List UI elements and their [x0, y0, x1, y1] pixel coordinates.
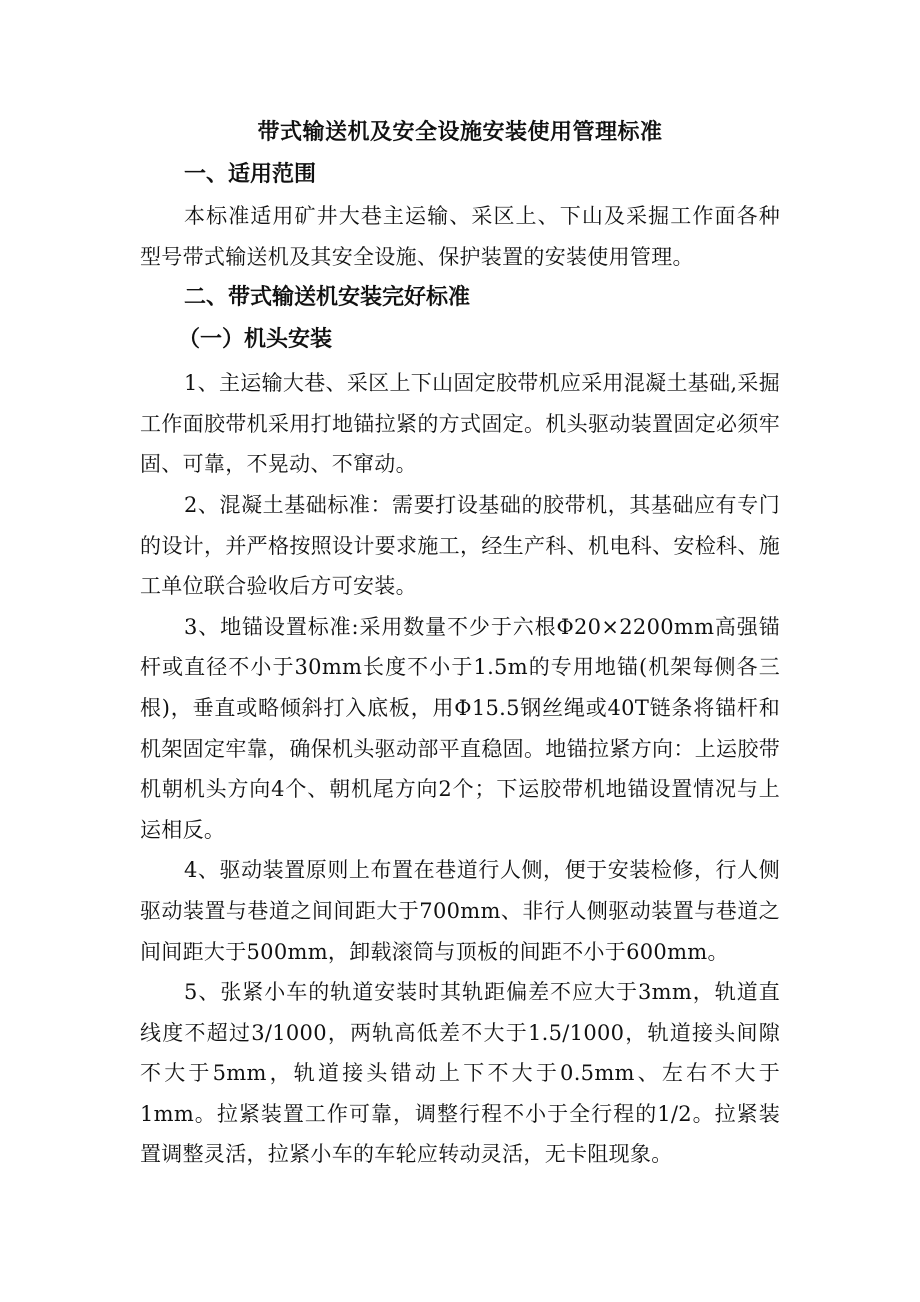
paragraph-scope: 本标准适用矿井大巷主运输、采区上、下山及采掘工作面各种型号带式输送机及其安全设施、保护装置的安装使用管理。 [140, 204, 780, 269]
section-heading-installation-standard: 二、带式输送机安装完好标准 [184, 284, 471, 311]
paragraph-item-5: 5、张紧小车的轨道安装时其轨距偏差不应大于3mm，轨道直线度不超过3/1000，两轨高低差不大于1.5/1000，轨道接头间隙不大于5mm，轨道接头错动上下不大于0.5mm、左右不大于1mm。拉紧装置工作可靠，调整行程不小于全行程的1/2。拉紧装置调整灵活，拉紧小车的车轮应转动灵活，无卡阻现象。 [140, 980, 780, 1167]
document-page [140, 112, 780, 1175]
section-heading-scope: 一、适用范围 [184, 161, 317, 187]
paragraph-item-2: 2、混凝土基础标准：需要打设基础的胶带机，其基础应有专门的设计，并严格按照设计要求施工，经生产科、机电科、安检科、施工单位联合验收后方可安装。 [140, 492, 780, 599]
document-title: 带式输送机及安全设施安装使用管理标准 [257, 119, 663, 145]
paragraph-item-1: 1、主运输大巷、采区上下山固定胶带机应采用混凝土基础,采掘工作面胶带机采用打地锚拉紧的方式固定。机头驱动装置固定必须牢固、可靠，不晃动、不窜动。 [140, 371, 780, 477]
paragraph-item-3: 3、地锚设置标准:采用数量不少于六根Φ20×2200mm高强锚杆或直径不小于30mm长度不小于1.5m的专用地锚(机架每侧各三根)，垂直或略倾斜打入底板，用Φ15.5钢丝绳或40T链条将锚杆和机架固定牢靠，确保机头驱动部平直稳固。地锚拉紧方向：上运胶带机朝机头方向4个、朝机尾方向2个；下运胶带机地锚设置情况与上运相反。 [140, 614, 780, 842]
subheading-head-installation: （一）机头安装 [178, 326, 333, 353]
paragraph-item-4: 4、驱动装置原则上布置在巷道行人侧，便于安装检修，行人侧驱动装置与巷道之间间距大于700mm、非行人侧驱动装置与巷道之间间距大于500mm，卸载滚筒与顶板的间距不小于600mm。 [140, 858, 780, 964]
